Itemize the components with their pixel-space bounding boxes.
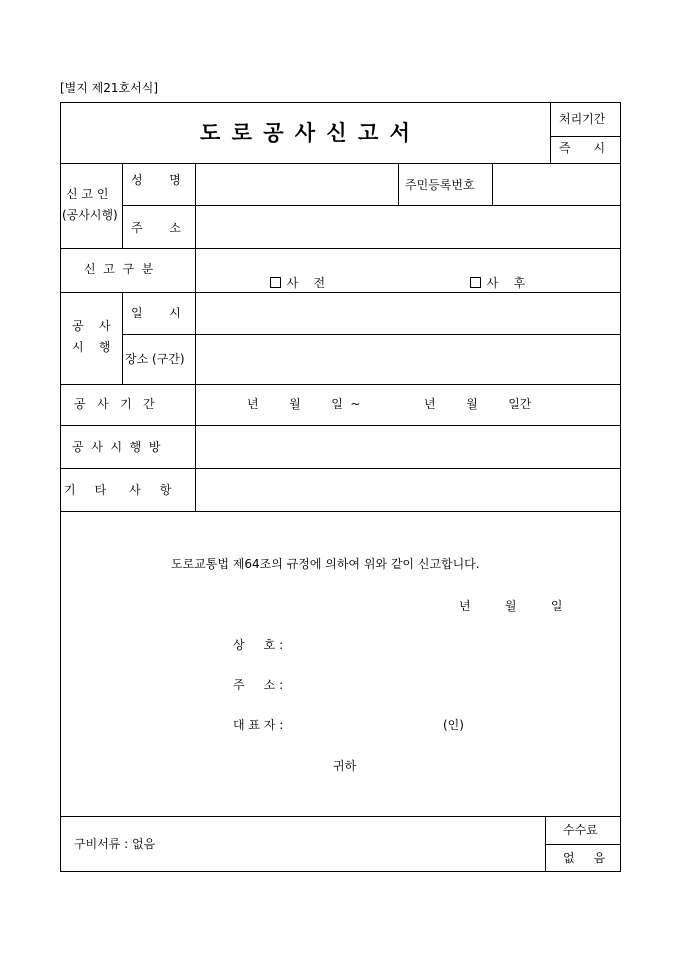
report-type-after-option[interactable] xyxy=(462,262,525,290)
resident-id-label: 주민등록번호 xyxy=(405,178,475,192)
before-checkbox[interactable] xyxy=(270,277,281,288)
period-label: 공 사 기 간 xyxy=(74,397,155,411)
construction-datetime-label: 일 시 xyxy=(131,306,181,320)
construction-place-label: 장소 (구간) xyxy=(125,352,185,366)
after-checkbox[interactable] xyxy=(470,277,481,288)
company-address-label: 주 소 : xyxy=(233,678,284,692)
form-number: [별지 제21호서식] xyxy=(60,81,158,95)
method-field[interactable] xyxy=(196,426,620,468)
construction-group-sublabel: 시 행 xyxy=(72,340,111,354)
processing-period-value: 즉 시 xyxy=(559,141,606,155)
reporter-group-sublabel: (공사시행) xyxy=(62,208,118,222)
construction-datetime-field[interactable] xyxy=(196,293,620,334)
period-start[interactable]: 년 월 일 ~ xyxy=(247,397,361,411)
after-option-label: 사 후 xyxy=(486,276,526,290)
name-label: 성 명 xyxy=(131,173,181,187)
seal-mark: (인) xyxy=(443,718,464,732)
report-type-label: 신 고 구 분 xyxy=(84,262,154,276)
other-label: 기 타 사 항 xyxy=(64,483,172,497)
construction-place-field[interactable] xyxy=(196,335,620,384)
company-label: 상 호 : xyxy=(233,638,284,652)
declaration-date: 년 월 일 xyxy=(459,599,563,613)
before-option-label: 사 전 xyxy=(286,276,326,290)
report-type-before-option[interactable] xyxy=(262,262,325,290)
fee-label: 수수료 xyxy=(563,823,598,837)
other-field[interactable] xyxy=(196,469,620,511)
form-title: 도 로 공 사 신 고 서 xyxy=(200,120,412,145)
required-documents: 구비서류 : 없음 xyxy=(74,837,156,851)
address-field[interactable] xyxy=(196,206,620,248)
processing-period-label: 처리기간 xyxy=(559,112,606,126)
method-label: 공 사 시 행 방 xyxy=(72,440,161,454)
recipient-label: 귀하 xyxy=(333,759,357,773)
fee-value: 없 음 xyxy=(563,851,606,865)
declaration-statement: 도로교통법 제64조의 규정에 의하여 위와 같이 신고합니다. xyxy=(171,557,480,571)
period-end[interactable]: 년 월 일간 xyxy=(424,397,532,411)
name-field[interactable] xyxy=(196,164,397,205)
resident-id-field[interactable] xyxy=(493,164,620,205)
address-label: 주 소 xyxy=(131,221,181,235)
representative-label: 대 표 자 : xyxy=(233,718,284,732)
reporter-group-label: 신 고 인 xyxy=(66,187,109,201)
construction-group-label: 공 사 xyxy=(72,319,111,333)
